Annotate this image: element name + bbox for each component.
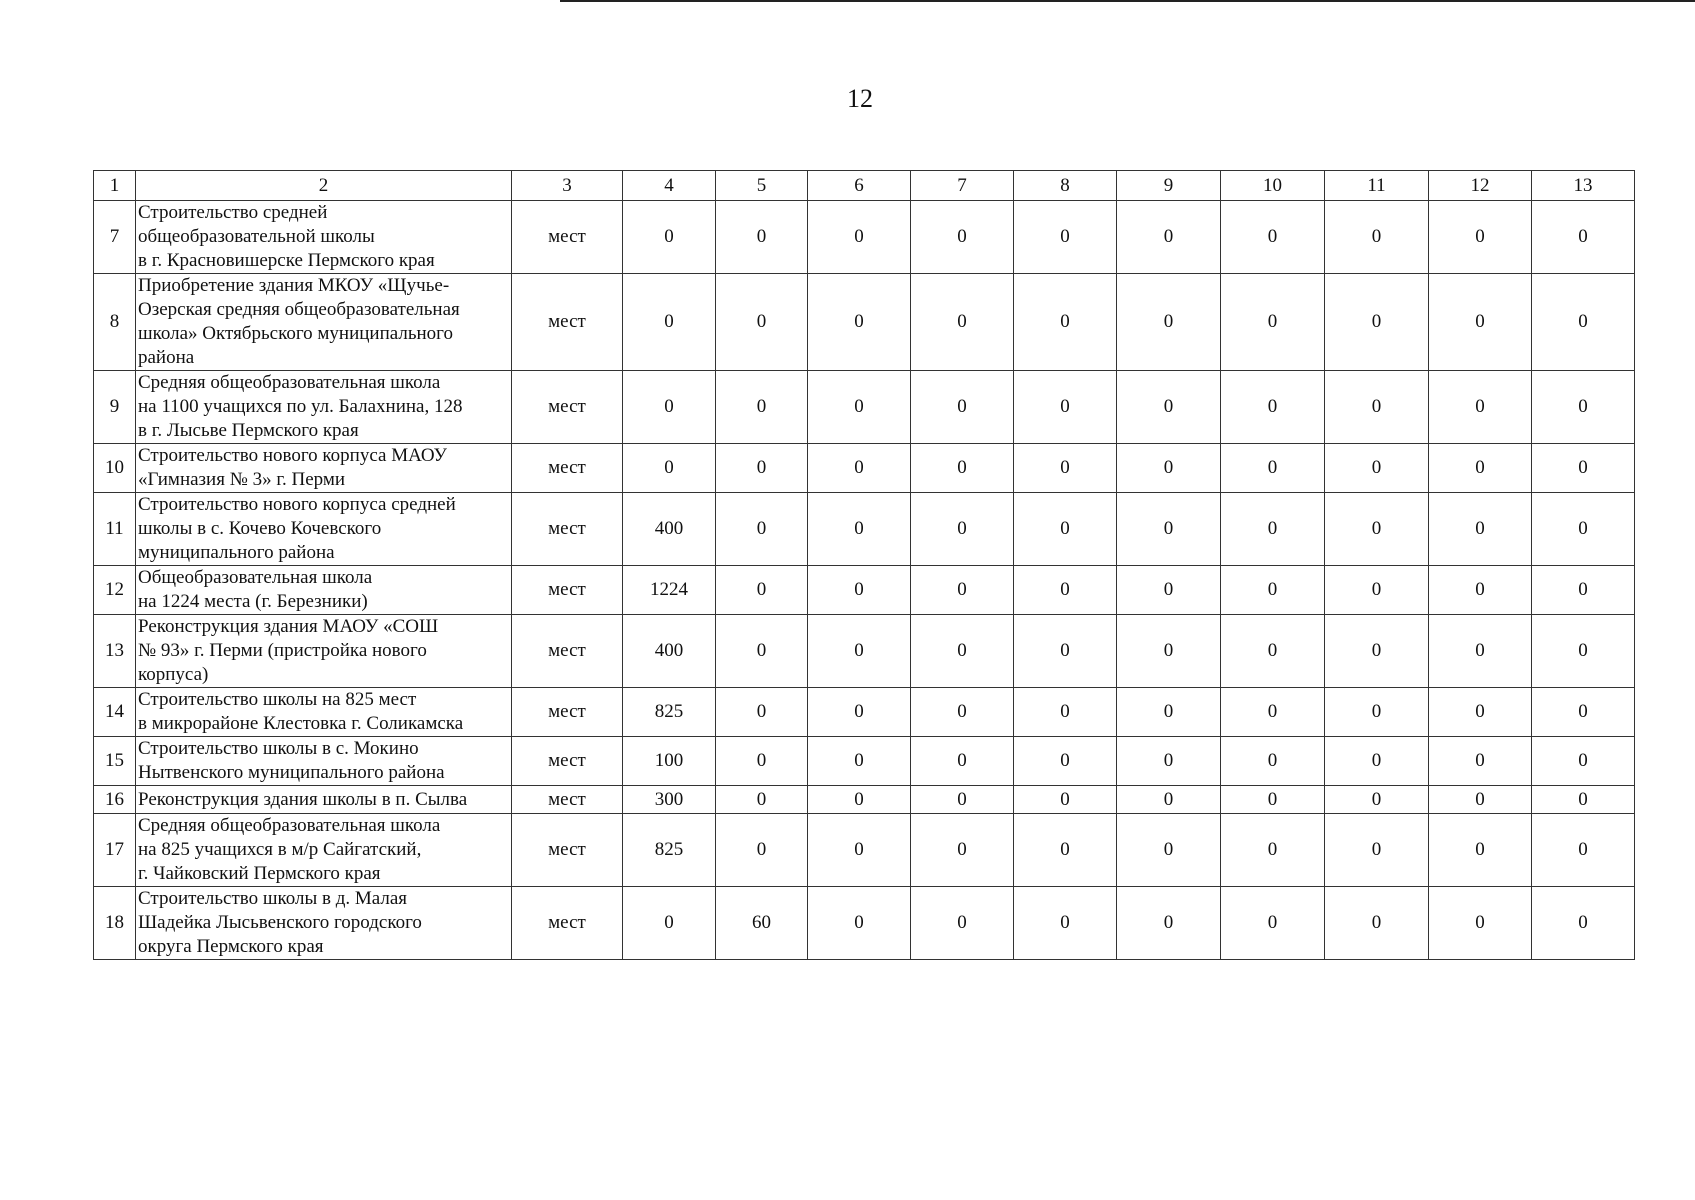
row-number: 14 xyxy=(94,688,136,737)
value-cell-col-4: 0 xyxy=(623,201,716,274)
value-cell-col-5: 60 xyxy=(716,887,808,960)
value-cell-col-7: 0 xyxy=(911,688,1014,737)
value-cell-col-10: 0 xyxy=(1221,887,1325,960)
value-cell-col-5: 0 xyxy=(716,786,808,814)
unit-cell: мест xyxy=(512,887,623,960)
object-name-cell xyxy=(136,786,512,814)
value-cell-col-5: 0 xyxy=(716,444,808,493)
object-name-line: Общеобразовательная школа xyxy=(138,567,373,588)
value-cell-col-11: 0 xyxy=(1325,737,1429,786)
value-cell-col-11: 0 xyxy=(1325,615,1429,688)
unit-cell: мест xyxy=(512,444,623,493)
value-cell-col-6: 0 xyxy=(808,737,911,786)
row-number: 9 xyxy=(94,371,136,444)
table-row xyxy=(94,786,1635,814)
value-cell-col-9: 0 xyxy=(1117,566,1221,615)
table-row xyxy=(94,887,1635,960)
value-cell-col-7: 0 xyxy=(911,814,1014,887)
value-cell-col-4: 0 xyxy=(623,274,716,371)
value-cell-col-8: 0 xyxy=(1014,737,1117,786)
value-cell-col-8: 0 xyxy=(1014,274,1117,371)
table-row xyxy=(94,566,1635,615)
value-cell-col-5: 0 xyxy=(716,814,808,887)
value-cell-col-4: 400 xyxy=(623,493,716,566)
value-cell-col-11: 0 xyxy=(1325,493,1429,566)
value-cell-col-6: 0 xyxy=(808,887,911,960)
row-number: 13 xyxy=(94,615,136,688)
value-cell-col-7: 0 xyxy=(911,615,1014,688)
object-name-cell xyxy=(136,814,512,887)
value-cell-col-4: 300 xyxy=(623,786,716,814)
object-name-line: в г. Лысьве Пермского края xyxy=(138,420,359,441)
table-row xyxy=(94,737,1635,786)
value-cell-col-9: 0 xyxy=(1117,493,1221,566)
table-row xyxy=(94,201,1635,274)
value-cell-col-13: 0 xyxy=(1532,786,1635,814)
value-cell-col-4: 825 xyxy=(623,814,716,887)
unit-cell: мест xyxy=(512,493,623,566)
value-cell-col-11: 0 xyxy=(1325,371,1429,444)
value-cell-col-4: 100 xyxy=(623,737,716,786)
column-header-3: 3 xyxy=(512,171,623,201)
value-cell-col-13: 0 xyxy=(1532,566,1635,615)
object-name-line: корпуса) xyxy=(138,664,209,685)
value-cell-col-8: 0 xyxy=(1014,444,1117,493)
value-cell-col-8: 0 xyxy=(1014,814,1117,887)
table-row xyxy=(94,814,1635,887)
value-cell-col-5: 0 xyxy=(716,493,808,566)
value-cell-col-12: 0 xyxy=(1429,737,1532,786)
object-name-line: школа» Октябрьского муниципального xyxy=(138,323,454,344)
row-number: 12 xyxy=(94,566,136,615)
value-cell-col-4: 0 xyxy=(623,887,716,960)
row-number: 16 xyxy=(94,786,136,814)
object-name-line: Шадейка Лысьвенского городского xyxy=(138,912,422,933)
value-cell-col-8: 0 xyxy=(1014,688,1117,737)
value-cell-col-9: 0 xyxy=(1117,274,1221,371)
value-cell-col-5: 0 xyxy=(716,371,808,444)
object-name-line: «Гимназия № 3» г. Перми xyxy=(138,469,346,490)
value-cell-col-12: 0 xyxy=(1429,688,1532,737)
value-cell-col-6: 0 xyxy=(808,786,911,814)
object-name-cell xyxy=(136,201,512,274)
value-cell-col-10: 0 xyxy=(1221,493,1325,566)
row-number: 17 xyxy=(94,814,136,887)
value-cell-col-8: 0 xyxy=(1014,371,1117,444)
row-number: 11 xyxy=(94,493,136,566)
value-cell-col-6: 0 xyxy=(808,688,911,737)
unit-cell: мест xyxy=(512,615,623,688)
value-cell-col-11: 0 xyxy=(1325,786,1429,814)
unit-cell: мест xyxy=(512,737,623,786)
value-cell-col-10: 0 xyxy=(1221,786,1325,814)
value-cell-col-12: 0 xyxy=(1429,786,1532,814)
object-name-line: на 825 учащихся в м/р Сайгатский, xyxy=(138,839,422,860)
object-name-line: Строительство школы на 825 мест xyxy=(138,689,417,710)
object-name-cell xyxy=(136,615,512,688)
object-name-line: Строительство средней xyxy=(138,202,328,223)
value-cell-col-7: 0 xyxy=(911,493,1014,566)
value-cell-col-4: 825 xyxy=(623,688,716,737)
value-cell-col-6: 0 xyxy=(808,274,911,371)
object-name-line: на 1224 места (г. Березники) xyxy=(138,591,368,612)
value-cell-col-6: 0 xyxy=(808,814,911,887)
object-name-line: № 93» г. Перми (пристройка нового xyxy=(138,640,427,661)
object-name-cell xyxy=(136,444,512,493)
object-name-line: округа Пермского края xyxy=(138,936,324,957)
object-name-line: Строительство нового корпуса МАОУ xyxy=(138,445,447,466)
value-cell-col-12: 0 xyxy=(1429,566,1532,615)
object-name-line: на 1100 учащихся по ул. Балахнина, 128 xyxy=(138,396,463,417)
value-cell-col-9: 0 xyxy=(1117,201,1221,274)
object-name-cell xyxy=(136,493,512,566)
value-cell-col-7: 0 xyxy=(911,786,1014,814)
value-cell-col-13: 0 xyxy=(1532,201,1635,274)
value-cell-col-8: 0 xyxy=(1014,615,1117,688)
object-name-line: школы в с. Кочево Кочевского xyxy=(138,518,382,539)
column-header-13: 13 xyxy=(1532,171,1635,201)
value-cell-col-9: 0 xyxy=(1117,615,1221,688)
column-header-4: 4 xyxy=(623,171,716,201)
value-cell-col-5: 0 xyxy=(716,737,808,786)
object-name-line: Строительство нового корпуса средней xyxy=(138,494,456,515)
object-name-line: Средняя общеобразовательная школа xyxy=(138,815,441,836)
value-cell-col-6: 0 xyxy=(808,444,911,493)
value-cell-col-13: 0 xyxy=(1532,814,1635,887)
object-name-line: Озерская средняя общеобразовательная xyxy=(138,299,460,320)
value-cell-col-4: 1224 xyxy=(623,566,716,615)
value-cell-col-7: 0 xyxy=(911,737,1014,786)
table-row xyxy=(94,274,1635,371)
value-cell-col-7: 0 xyxy=(911,201,1014,274)
value-cell-col-8: 0 xyxy=(1014,201,1117,274)
object-name-line: г. Чайковский Пермского края xyxy=(138,863,381,884)
value-cell-col-13: 0 xyxy=(1532,615,1635,688)
value-cell-col-10: 0 xyxy=(1221,615,1325,688)
value-cell-col-5: 0 xyxy=(716,566,808,615)
object-name-cell xyxy=(136,566,512,615)
value-cell-col-10: 0 xyxy=(1221,688,1325,737)
row-number: 18 xyxy=(94,887,136,960)
value-cell-col-8: 0 xyxy=(1014,786,1117,814)
value-cell-col-9: 0 xyxy=(1117,887,1221,960)
object-name-line: в микрорайоне Клестовка г. Соликамска xyxy=(138,713,464,734)
value-cell-col-12: 0 xyxy=(1429,615,1532,688)
value-cell-col-10: 0 xyxy=(1221,444,1325,493)
column-header-5: 5 xyxy=(716,171,808,201)
object-name-line: Реконструкция здания школы в п. Сылва xyxy=(138,788,468,810)
value-cell-col-9: 0 xyxy=(1117,444,1221,493)
capacity-table xyxy=(93,170,1635,960)
value-cell-col-13: 0 xyxy=(1532,737,1635,786)
value-cell-col-7: 0 xyxy=(911,371,1014,444)
object-name-cell xyxy=(136,688,512,737)
object-name-line: муниципального района xyxy=(138,542,335,563)
unit-cell: мест xyxy=(512,566,623,615)
value-cell-col-10: 0 xyxy=(1221,201,1325,274)
column-header-8: 8 xyxy=(1014,171,1117,201)
value-cell-col-5: 0 xyxy=(716,201,808,274)
value-cell-col-8: 0 xyxy=(1014,566,1117,615)
value-cell-col-8: 0 xyxy=(1014,493,1117,566)
row-number: 7 xyxy=(94,201,136,274)
object-name-line: Нытвенского муниципального района xyxy=(138,762,445,783)
value-cell-col-11: 0 xyxy=(1325,814,1429,887)
value-cell-col-6: 0 xyxy=(808,201,911,274)
value-cell-col-8: 0 xyxy=(1014,887,1117,960)
value-cell-col-4: 0 xyxy=(623,371,716,444)
unit-cell: мест xyxy=(512,688,623,737)
unit-cell: мест xyxy=(512,201,623,274)
object-name-line: Приобретение здания МКОУ «Щучье- xyxy=(138,275,450,296)
value-cell-col-9: 0 xyxy=(1117,786,1221,814)
value-cell-col-13: 0 xyxy=(1532,371,1635,444)
row-number: 10 xyxy=(94,444,136,493)
value-cell-col-9: 0 xyxy=(1117,688,1221,737)
top-edge-rule xyxy=(560,0,1695,2)
value-cell-col-10: 0 xyxy=(1221,274,1325,371)
value-cell-col-7: 0 xyxy=(911,444,1014,493)
column-header-6: 6 xyxy=(808,171,911,201)
value-cell-col-13: 0 xyxy=(1532,493,1635,566)
column-header-7: 7 xyxy=(911,171,1014,201)
value-cell-col-11: 0 xyxy=(1325,566,1429,615)
value-cell-col-9: 0 xyxy=(1117,371,1221,444)
value-cell-col-7: 0 xyxy=(911,887,1014,960)
unit-cell: мест xyxy=(512,274,623,371)
value-cell-col-6: 0 xyxy=(808,566,911,615)
column-header-1: 1 xyxy=(94,171,136,201)
value-cell-col-10: 0 xyxy=(1221,814,1325,887)
table-header-row xyxy=(94,171,1635,201)
value-cell-col-9: 0 xyxy=(1117,814,1221,887)
value-cell-col-12: 0 xyxy=(1429,371,1532,444)
table-row xyxy=(94,688,1635,737)
unit-cell: мест xyxy=(512,814,623,887)
value-cell-col-13: 0 xyxy=(1532,887,1635,960)
value-cell-col-5: 0 xyxy=(716,274,808,371)
table-body xyxy=(94,171,1635,960)
value-cell-col-5: 0 xyxy=(716,615,808,688)
value-cell-col-11: 0 xyxy=(1325,444,1429,493)
value-cell-col-9: 0 xyxy=(1117,737,1221,786)
object-name-line: общеобразовательной школы xyxy=(138,226,375,247)
value-cell-col-12: 0 xyxy=(1429,201,1532,274)
object-name-line: Средняя общеобразовательная школа xyxy=(138,372,441,393)
object-name-cell xyxy=(136,274,512,371)
value-cell-col-6: 0 xyxy=(808,493,911,566)
value-cell-col-11: 0 xyxy=(1325,688,1429,737)
unit-cell: мест xyxy=(512,371,623,444)
value-cell-col-12: 0 xyxy=(1429,814,1532,887)
object-name-line: района xyxy=(138,347,195,368)
value-cell-col-11: 0 xyxy=(1325,201,1429,274)
value-cell-col-10: 0 xyxy=(1221,566,1325,615)
object-name-line: Строительство школы в с. Мокино xyxy=(138,738,419,759)
table-row xyxy=(94,493,1635,566)
column-header-9: 9 xyxy=(1117,171,1221,201)
value-cell-col-4: 400 xyxy=(623,615,716,688)
object-name-line: в г. Красновишерске Пермского края xyxy=(138,250,435,271)
value-cell-col-11: 0 xyxy=(1325,274,1429,371)
value-cell-col-10: 0 xyxy=(1221,737,1325,786)
column-header-11: 11 xyxy=(1325,171,1429,201)
value-cell-col-7: 0 xyxy=(911,566,1014,615)
column-header-12: 12 xyxy=(1429,171,1532,201)
unit-cell: мест xyxy=(512,786,623,814)
value-cell-col-10: 0 xyxy=(1221,371,1325,444)
row-number: 15 xyxy=(94,737,136,786)
object-name-cell xyxy=(136,371,512,444)
page-number: 12 xyxy=(847,84,873,113)
value-cell-col-4: 0 xyxy=(623,444,716,493)
value-cell-col-7: 0 xyxy=(911,274,1014,371)
table-row xyxy=(94,615,1635,688)
object-name-cell xyxy=(136,737,512,786)
value-cell-col-13: 0 xyxy=(1532,274,1635,371)
value-cell-col-5: 0 xyxy=(716,688,808,737)
value-cell-col-6: 0 xyxy=(808,371,911,444)
value-cell-col-13: 0 xyxy=(1532,688,1635,737)
value-cell-col-12: 0 xyxy=(1429,444,1532,493)
value-cell-col-12: 0 xyxy=(1429,274,1532,371)
object-name-cell xyxy=(136,887,512,960)
value-cell-col-11: 0 xyxy=(1325,887,1429,960)
table-row xyxy=(94,371,1635,444)
value-cell-col-13: 0 xyxy=(1532,444,1635,493)
table-row xyxy=(94,444,1635,493)
row-number: 8 xyxy=(94,274,136,371)
column-header-2: 2 xyxy=(136,171,512,201)
column-header-10: 10 xyxy=(1221,171,1325,201)
value-cell-col-12: 0 xyxy=(1429,887,1532,960)
value-cell-col-6: 0 xyxy=(808,615,911,688)
value-cell-col-12: 0 xyxy=(1429,493,1532,566)
object-name-line: Строительство школы в д. Малая xyxy=(138,888,408,909)
object-name-line: Реконструкция здания МАОУ «СОШ xyxy=(138,616,439,637)
